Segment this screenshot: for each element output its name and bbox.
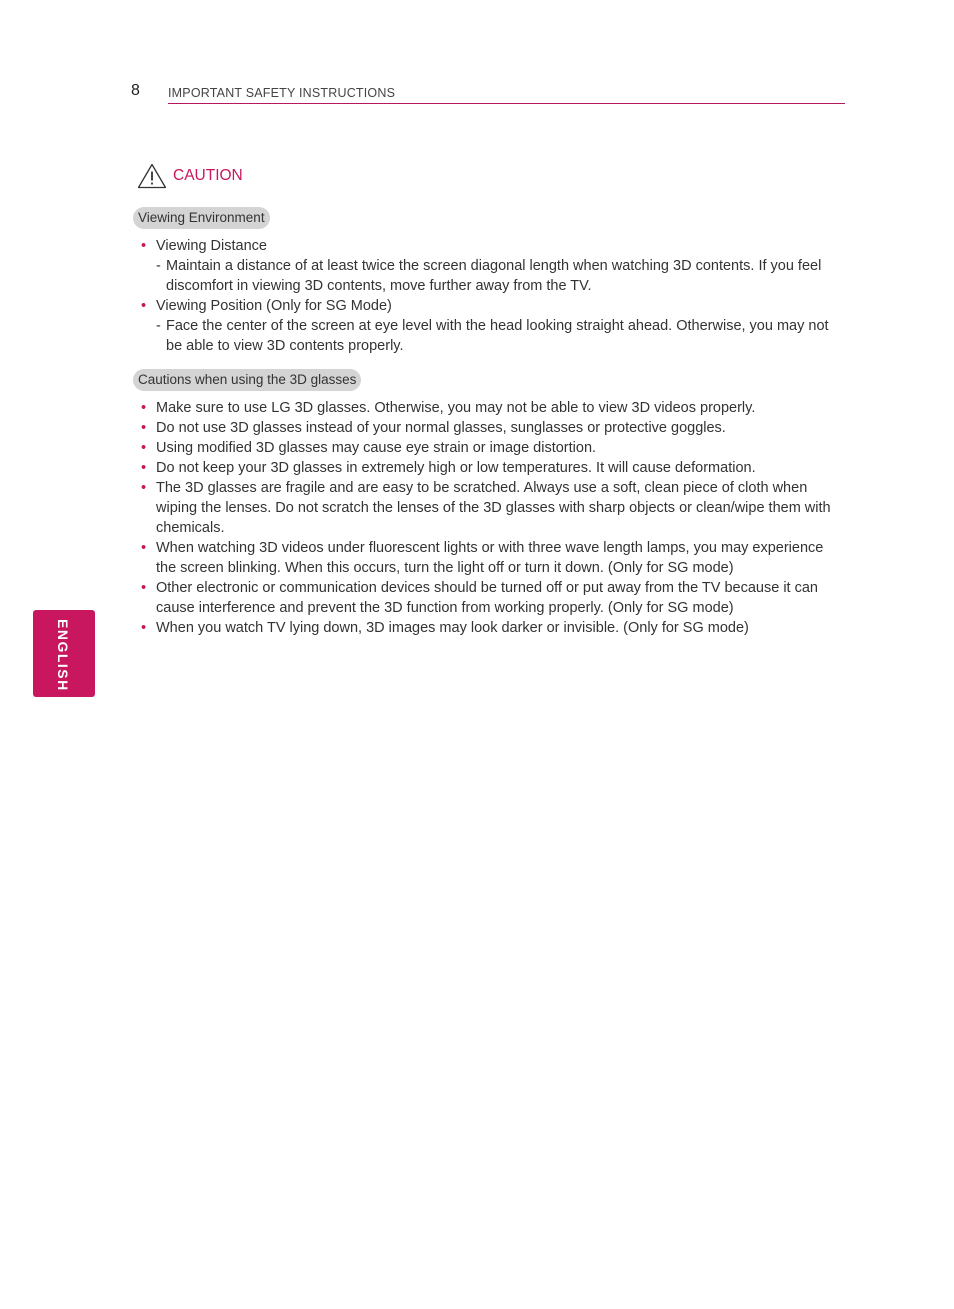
list-item-text: Make sure to use LG 3D glasses. Otherwise, you may not be able to view 3D videos properly. [156, 400, 756, 416]
list-item-text: Do not use 3D glasses instead of your normal glasses, sunglasses or protective goggles. [156, 420, 726, 436]
bullet-dot-icon: • [141, 440, 147, 456]
bullet-dot-icon: • [141, 540, 147, 556]
list-item-text: Viewing Position (Only for SG Mode) [156, 298, 392, 314]
dash-marker: - [156, 258, 161, 274]
list-item-text: When watching 3D videos under fluorescent lights or with three wave length lamps, you may experience the screen blinking. When this occurs, turn the light off or turn it down. (Only for SG mode) [156, 540, 824, 576]
list-item [141, 296, 841, 356]
list-item-detail-text: Maintain a distance of at least twice the screen diagonal length when watching 3D contents. If you feel discomfort in viewing 3D contents, move further away from the TV. [166, 258, 822, 294]
list-item-detail [156, 256, 841, 296]
viewing-environment-list [141, 236, 841, 356]
list-item [141, 398, 841, 418]
header-title: IMPORTANT SAFETY INSTRUCTIONS [168, 86, 396, 100]
list-item-text: The 3D glasses are fragile and are easy to be scratched. Always use a soft, clean piece of cloth when wiping the lenses. Do not scratch the lenses of the 3D glasses with sharp objects or clean/wipe them with chemicals. [156, 480, 831, 536]
list-item [141, 236, 841, 296]
list-item-text: Other electronic or communication devices should be turned off or put away from the TV because it can cause interference and prevent the 3D function from working properly. (Only for SG mode) [156, 580, 818, 616]
list-item-text: Do not keep your 3D glasses in extremely high or low temperatures. It will cause deformation. [156, 460, 756, 476]
list-item-detail-text: Face the center of the screen at eye level with the head looking straight ahead. Otherwise, you may not be able to view 3D contents properly. [166, 318, 829, 354]
list-item [141, 618, 841, 638]
caution-label: CAUTION [173, 167, 243, 184]
list-item [141, 438, 841, 458]
caution-heading [137, 163, 243, 189]
bullet-dot-icon: • [141, 480, 147, 496]
language-tab-label: ENGLISH [55, 619, 71, 692]
list-item-text: Using modified 3D glasses may cause eye strain or image distortion. [156, 440, 597, 456]
warning-triangle-icon [137, 163, 167, 189]
bullet-dot-icon: • [141, 238, 147, 254]
list-item [141, 578, 841, 618]
list-item [141, 458, 841, 478]
list-item-detail [156, 316, 841, 356]
language-tab [33, 610, 95, 697]
glasses-cautions-list [141, 398, 841, 638]
bullet-dot-icon: • [141, 420, 147, 436]
bullet-dot-icon: • [141, 460, 147, 476]
list-item [141, 418, 841, 438]
bullet-dot-icon: • [141, 620, 147, 636]
header-divider [168, 103, 845, 104]
bullet-dot-icon: • [141, 298, 147, 314]
bullet-dot-icon: • [141, 580, 147, 596]
list-item [141, 538, 841, 578]
list-item [141, 478, 841, 538]
dash-marker: - [156, 318, 161, 334]
section-heading-viewing-environment: Viewing Environment [133, 207, 270, 229]
list-item-text: Viewing Distance [156, 238, 267, 254]
list-item-text: When you watch TV lying down, 3D images may look darker or invisible. (Only for SG mode) [156, 620, 749, 636]
bullet-dot-icon: • [141, 400, 147, 416]
section-heading-3d-glasses: Cautions when using the 3D glasses [133, 369, 361, 391]
page-number: 8 [131, 82, 140, 99]
